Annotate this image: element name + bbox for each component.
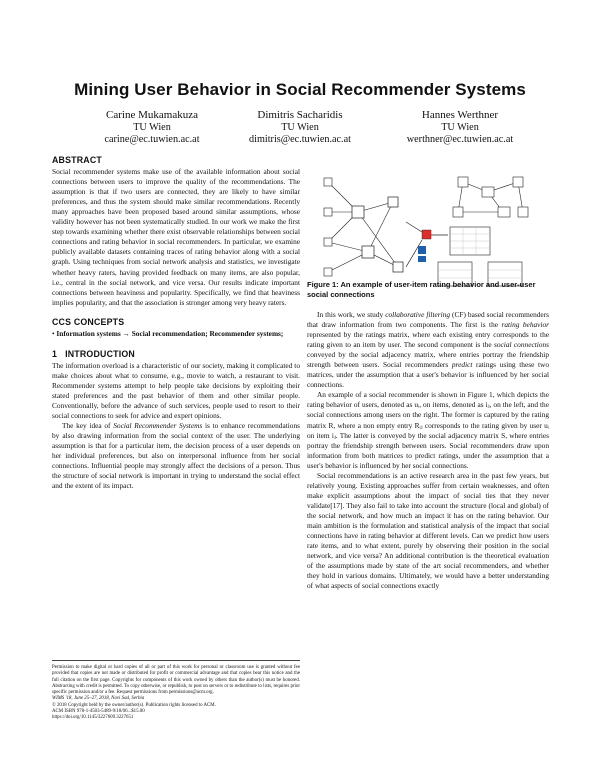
- section-title: INTRODUCTION: [65, 348, 135, 359]
- rating-matrix: [450, 227, 490, 255]
- intro-heading: [52, 349, 300, 359]
- text-run: conveyed by the social adjacency matrix, where entries portray the friendship strength between users. Social recommenders: [307, 350, 549, 370]
- emphasis: collaborative filtering: [385, 310, 451, 319]
- social-graph: [453, 177, 528, 217]
- item-node: [418, 256, 426, 262]
- author-3: [390, 109, 530, 146]
- ccs-heading: CCS CONCEPTS: [52, 316, 125, 327]
- author-affiliation: TU Wien: [441, 122, 479, 133]
- left-column: [52, 155, 300, 491]
- author-name: Dimitris Sacharidis: [257, 109, 343, 121]
- text-run: In this work, we study: [317, 310, 386, 319]
- author-1: [82, 109, 222, 146]
- right-paragraph-1: [307, 310, 549, 390]
- rating-graph: [324, 178, 403, 276]
- emphasis: rating behavior: [501, 320, 549, 330]
- author-2: [230, 109, 370, 146]
- paper-title: Mining User Behavior in Social Recommender Systems: [74, 80, 526, 99]
- copyright-footnote: [52, 660, 300, 722]
- author-name: Carine Mukamakuza: [106, 109, 198, 121]
- copyright-line: © 2018 Copyright held by the owner/author(s). Publication rights licensed to ACM.: [52, 702, 216, 708]
- text-run: is to enhance recommendations by also drawing information from the social context of the user. The underlying assumption is that for a particular item, the decision process of a user depends on her individual preferences, but also on interpersonal influence from her social connections. Influential people may strongly affect the decisions of a person. Thus the structure of social network is important in trying to understand the social effect and the extent of its impact.: [52, 421, 301, 491]
- right-paragraph-2: An example of a social recommender is shown in Figure 1, which depicts the rating behavior of users, denoted as uᵢ, on items, denoted as iⱼ, on the left, and the social connections among users on the right. The former is captured by the rating matrix R, where a non empty entry Rᵢⱼ corresponds to the rating given by user uᵢ on item iⱼ. The latter is conveyed by the social adjacency matrix S, where entries portray the friendship strength between users. Social recommenders draw upon information from both matrices to predict ratings, under the assumption that a user's behavior is influenced by her social connections.: [307, 390, 549, 470]
- author-email: carine@ec.tuwien.ac.at: [104, 134, 200, 145]
- emphasis: social connections: [493, 340, 549, 350]
- rating-to-social-arrows: [406, 222, 448, 267]
- prediction-node: [422, 230, 431, 239]
- text-run: The key idea of: [62, 421, 114, 431]
- emphasis: Social Recommender Systems: [113, 421, 203, 431]
- author-email: dimitris@ec.tuwien.ac.at: [249, 134, 351, 145]
- text-run: (CF) based social recommenders that draw information from two components. The first is the: [307, 310, 549, 330]
- abstract-heading: ABSTRACT: [52, 155, 102, 165]
- author-affiliation: TU Wien: [281, 122, 319, 133]
- text-run: ratings using these two matrices, under the assumption that a user's behavior is influenced by her social connections.: [307, 360, 549, 390]
- author-name: Hannes Werthner: [421, 109, 499, 121]
- ccs-concepts: [52, 329, 300, 339]
- figure-caption: Figure 1: An example of user-item rating behavior and user-user social connections: [307, 280, 536, 299]
- doi-line: https://doi.org/10.1145/3227609.3227651: [52, 715, 134, 721]
- abstract-text: Social recommender systems make use of the available information about social connections between users to improve the quality of the recommendations. The assumption is that if two users are connected, they are likely to have similar preferences, and thus the system should make similar recommendations. Recently many approaches have been proposed based around similar assumptions, whose validity however has not been systematically studied. In our work we make the first step towards examining whether there exist observable relationships between social connections and rating behavior in social recommenders. In particular, we examine publicly available datasets containing traces of rating behavior along with a social graph. Using techniques from social network analysis and statistics, we investigate whether heavy raters, having provided feedback on many items, are also popular, i.e., central in the social network, and vice versa. Our results indicate important connections between heaviness and popularity. Specifically, we find that heaviness implies popularity, and that the association is stronger among very heavy raters.: [52, 167, 300, 307]
- right-column: [307, 310, 549, 591]
- text-run: represented by the ratings matrix, where each existing entry corresponds to the rating given to an item by user. The second component is the: [307, 330, 549, 350]
- permission-notice: Permission to make digital or hard copies of all or part of this work for personal or classroom use is granted without fee provided that copies are not made or distributed for profit or commercial advantage and that copies bear this notice and the full citation on the first page. Copyrights for components of this work owned by others than the author(s) must be honored. Abstracting with credit is permitted. To copy otherwise, or republish, to post on servers or to redistribute to lists, requires prior specific permission and/or a fee. Request permissions from permissions@acm.org.: [52, 665, 300, 696]
- venue-line: WIMS '18, June 25–27, 2018, Novi Sad, Serbia: [52, 696, 145, 702]
- author-email: werthner@ec.tuwien.ac.at: [406, 134, 514, 145]
- isbn-line: ACM ISBN 978-1-4503-5489-9/18/06...$15.00: [52, 709, 145, 715]
- item-node: [418, 246, 426, 254]
- emphasis: predict: [451, 360, 473, 370]
- ccs-concepts-text: Information systems → Social recommendation; Recommender systems;: [56, 328, 284, 338]
- intro-paragraph-1: The information overload is a characteristic of our society, making it complicated to make choices about what to consume, e.g., movie to watch, a restaurant to visit. Recommender systems attempt to help people take decisions by exploiting their stated preferences and the past behavior of them and other similar people. Conventionally, before the advance of such services, people used to resort to their social connections to seek for advice and expert opinions.: [52, 360, 300, 421]
- section-number: 1: [52, 348, 58, 359]
- intro-paragraph-2: [52, 421, 300, 491]
- right-paragraph-3: Social recommendations is an active research area in the past few years, but relatively young. Existing approaches suffer from certain weaknesses, and often make explicit assumptions about the impact of social ties that they never validate[17]. They also fail to take into account the structure (local and global) of the social network, and how much an impact it has on the rating behavior. Our main ambition is the formulation and statistical analysis of the impact that social connections have in rating behavior at different levels. Can we predict how users rate items, and to what extent, purely by observing their position in the social network, and vice versa? An additional contribution is the theoretical evaluation of the assumptions made by state of the art social recommenders, and whether they hold in various domains. Ultimately, we would have a better understanding of what aspects of social connections exactly: [307, 470, 549, 591]
- ccs-bullet: •: [52, 328, 55, 338]
- author-affiliation: TU Wien: [133, 122, 171, 133]
